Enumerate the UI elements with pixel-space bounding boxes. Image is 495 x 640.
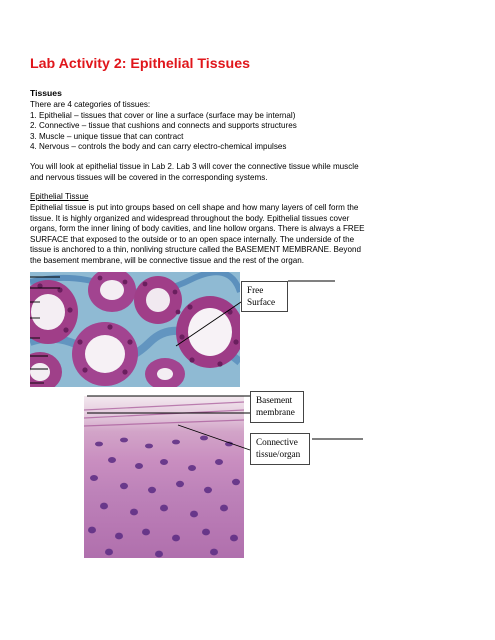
intro-line: 3. Muscle – unique tissue that can contract [30, 131, 184, 141]
tissues-heading: Tissues [30, 88, 62, 98]
epithelial-line: organs, form the inner lining of body cavities, and line hollow organs. There is always a FREE [30, 224, 365, 234]
label-line: membrane [256, 406, 295, 417]
label-line: Free [247, 285, 264, 295]
epithelial-line: the basement membrane, will be connective tissue and the rest of the organ. [30, 255, 304, 265]
label-basement-membrane [250, 391, 304, 423]
label-line: Basement [256, 395, 293, 405]
epithelial-heading: Epithelial Tissue [30, 192, 89, 201]
label-connective-tissue [250, 433, 310, 465]
label-free-surface [241, 281, 288, 312]
intro-line: 2. Connective – tissue that cushions and connects and supports structures [30, 121, 297, 131]
label-line: Surface [247, 296, 276, 307]
epithelial-line: SURFACE that exposed to the outside or to an open space internally. The underside of the [30, 234, 355, 244]
epithelial-line: Epithelial tissue is put into groups based on cell shape and how many layers of cell form the [30, 203, 359, 212]
epithelial-line: tissue. It is highly organized and widespread throughout the body. Epithelial tissues cover [30, 213, 350, 223]
label-line: Connective [256, 437, 298, 447]
page-title: Lab Activity 2: Epithelial Tissues [30, 56, 250, 72]
intro-line: There are 4 categories of tissues: [30, 100, 151, 109]
lab-note-line: You will look at epithelial tissue in Lab 2. Lab 3 will cover the connective tissue while muscle [30, 162, 359, 171]
intro-line: 4. Nervous – controls the body and can carry electro-chemical impulses [30, 142, 287, 152]
intro-line: 1. Epithelial – tissues that cover or line a surface (surface may be internal) [30, 110, 296, 120]
lab-note-line: and nervous tissues will be covered in the corresponding systems. [30, 172, 268, 182]
epithelial-line: tissue is anchored to a thin, nonliving structure called the BASEMENT MEMBRANE. Beyond [30, 245, 361, 255]
label-line: tissue/organ [256, 448, 301, 459]
